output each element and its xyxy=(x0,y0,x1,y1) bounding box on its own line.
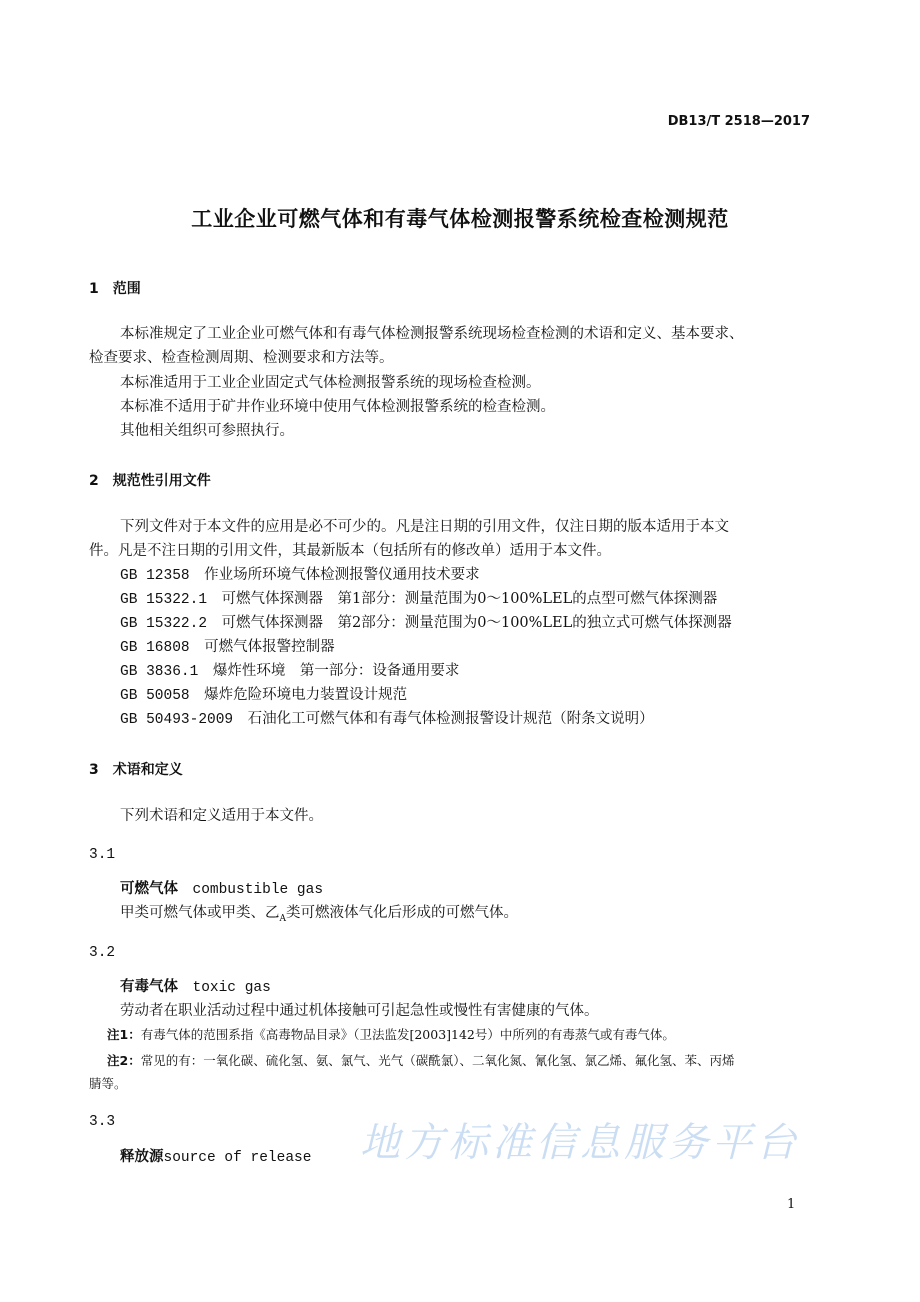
note-1 xyxy=(107,1026,675,1044)
term-number: 3.3 xyxy=(89,1114,116,1130)
reference-item xyxy=(120,686,407,705)
note-label: 注2： xyxy=(107,1053,141,1068)
term-definition xyxy=(120,904,518,928)
reference-title: 可燃气体报警控制器 xyxy=(204,639,335,655)
reference-item xyxy=(120,614,732,633)
term-title xyxy=(120,880,323,899)
reference-code: GB 15322.1 xyxy=(120,592,208,608)
reference-title: 石油化工可燃气体和有毒气体检测报警设计规范（附条文说明） xyxy=(247,711,654,727)
term-en: toxic gas xyxy=(192,980,271,996)
reference-code: GB 15322.2 xyxy=(120,616,208,632)
paragraph: 下列文件对于本文件的应用是必不可少的。凡是注日期的引用文件，仅注日期的版本适用于本文 xyxy=(120,519,729,535)
reference-item xyxy=(120,590,717,609)
page-number: 1 xyxy=(787,1197,796,1212)
paragraph: 本标准规定了工业企业可燃气体和有毒气体检测报警系统现场检查检测的术语和定义、基本要求、 xyxy=(120,326,744,342)
reference-item xyxy=(120,710,654,729)
section-2-heading: 2 规范性引用文件 xyxy=(89,473,211,489)
reference-item xyxy=(120,566,480,585)
term-title xyxy=(120,1148,311,1167)
term-zh: 可燃气体 xyxy=(120,881,178,897)
reference-title: 可燃气体探测器 第1部分：测量范围为0～100%LEL的点型可燃气体探测器 xyxy=(221,591,718,607)
paragraph: 件。凡是不注日期的引用文件，其最新版本（包括所有的修改单）适用于本文件。 xyxy=(89,543,611,559)
term-definition: 劳动者在职业活动过程中通过机体接触可引起急性或慢性有害健康的气体。 xyxy=(120,1003,599,1019)
section-3-heading: 3 术语和定义 xyxy=(89,762,183,778)
reference-title: 可燃气体探测器 第2部分：测量范围为0～100%LEL的独立式可燃气体探测器 xyxy=(221,615,732,631)
reference-code: GB 50058 xyxy=(120,688,190,704)
reference-code: GB 12358 xyxy=(120,568,190,584)
paragraph: 本标准不适用于矿井作业环境中使用气体检测报警系统的检查检测。 xyxy=(120,399,555,415)
term-zh: 有毒气体 xyxy=(120,979,178,995)
note-text: 常见的有：一氧化碳、硫化氢、氨、氯气、光气（碳酰氯）、二氧化氮、氰化氢、氯乙烯、氟化氢、苯、丙烯 xyxy=(140,1053,735,1068)
reference-code: GB 50493-2009 xyxy=(120,712,234,728)
section-1-heading: 1 范围 xyxy=(89,281,141,297)
term-number: 3.1 xyxy=(89,847,116,863)
term-zh: 释放源 xyxy=(120,1149,164,1165)
note-2 xyxy=(107,1052,734,1070)
reference-title: 爆炸性环境 第一部分：设备通用要求 xyxy=(212,663,460,679)
note-label: 注1： xyxy=(107,1027,141,1042)
reference-title: 作业场所环境气体检测报警仪通用技术要求 xyxy=(204,567,480,583)
reference-code: GB 3836.1 xyxy=(120,664,199,680)
reference-code: GB 16808 xyxy=(120,640,190,656)
paragraph: 其他相关组织可参照执行。 xyxy=(120,423,294,439)
reference-title: 爆炸危险环境电力装置设计规范 xyxy=(204,687,408,703)
standard-code: DB13/T 2518—2017 xyxy=(667,114,810,129)
paragraph: 本标准适用于工业企业固定式气体检测报警系统的现场检查检测。 xyxy=(120,375,541,391)
page-title: 工业企业可燃气体和有毒气体检测报警系统检查检测规范 xyxy=(191,207,729,231)
paragraph: 检查要求、检查检测周期、检测要求和方法等。 xyxy=(89,350,394,366)
paragraph: 下列术语和定义适用于本文件。 xyxy=(120,808,323,824)
term-title xyxy=(120,978,271,997)
term-number: 3.2 xyxy=(89,945,116,961)
reference-item xyxy=(120,662,459,681)
reference-item xyxy=(120,638,335,657)
note-2-cont: 腈等。 xyxy=(89,1076,127,1091)
definition-subscript: A xyxy=(279,913,286,924)
watermark: 地方标准信息服务平台 xyxy=(360,1120,800,1166)
note-text: 有毒气体的范围系指《高毒物品目录》（卫法监发[2003]142号）中所列的有毒蒸气或有毒气体。 xyxy=(140,1027,675,1042)
definition-text: 甲类可燃气体或甲类、乙 xyxy=(120,905,280,921)
definition-text: 类可燃液体气化后形成的可燃气体。 xyxy=(286,905,518,921)
term-en: combustible gas xyxy=(192,882,324,898)
term-en: source of release xyxy=(163,1150,312,1166)
